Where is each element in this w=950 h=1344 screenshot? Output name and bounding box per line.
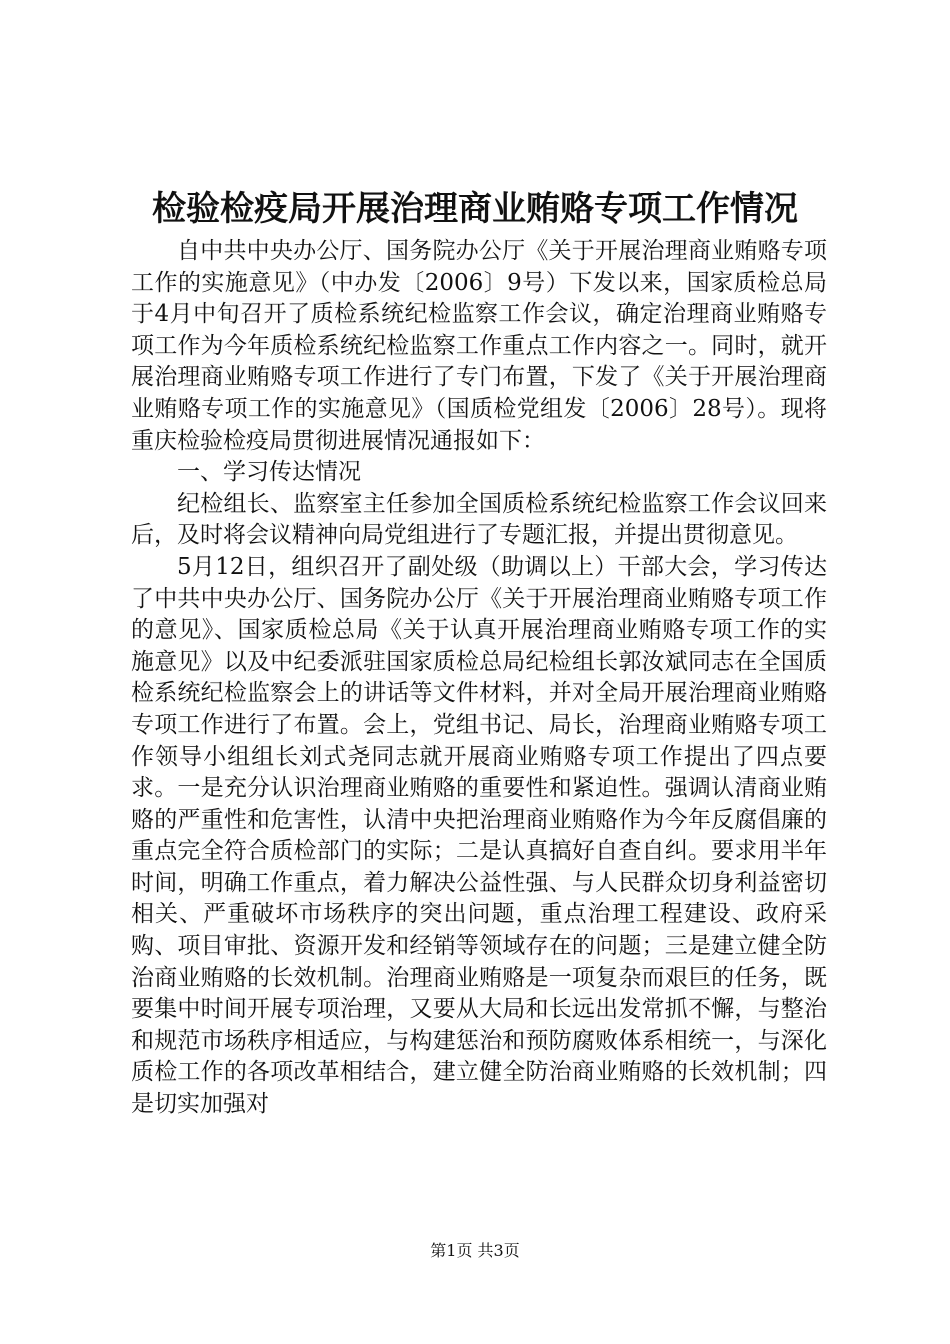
page-footer: 第1页 共3页 [430, 1241, 520, 1260]
paragraph-intro: 自中共中央办公厅、国务院办公厅《关于开展治理商业贿赂专项工作的实施意见》（中办发〔2006〕9号）下发以来，国家质检总局于4月中旬召开了质检系统纪检监察工作会议，确定治理商业贿赂专项工作为今年质检系统纪检监察工作重点工作内容之一。同时，就开展治理商业贿赂专项工作进行了专门布置，下发了《关于开展治理商业贿赂专项工作的实施意见》（国质检党组发〔2006〕28号）。现将重庆检验检疫局贯彻进展情况通报如下： [131, 238, 827, 454]
document-body [131, 236, 827, 1121]
paragraph-report: 纪检组长、监察室主任参加全国质检系统纪检监察工作会议回来后，及时将会议精神向局党组进行了专题汇报，并提出贯彻意见。 [131, 490, 827, 549]
section-heading-study: 一、学习传达情况 [177, 459, 361, 486]
document-title: 检验检疫局开展治理商业贿赂专项工作情况 [152, 189, 798, 229]
paragraph-meeting: 5月12日，组织召开了副处级（助调以上）干部大会，学习传达了中共中央办公厅、国务院办公厅《关于开展治理商业贿赂专项工作的意见》、国家质检总局《关于认真开展治理商业贿赂专项工作的实施意见》以及中纪委派驻国家质检总局纪检组长郭汝斌同志在全国质检系统纪检监察会上的讲话等文件材料，并对全局开展治理商业贿赂专项工作进行了布置。会上，党组书记、局长，治理商业贿赂专项工作领导小组组长刘式尧同志就开展商业贿赂专项工作提出了四点要求。一是充分认识治理商业贿赂的重要性和紧迫性。强调认清商业贿赂的严重性和危害性，认清中央把治理商业贿赂作为今年反腐倡廉的重点完全符合质检部门的实际；二是认真搞好自查自纠。要求用半年时间，明确工作重点，着力解决公益性强、与人民群众切身利益密切相关、严重破坏市场秩序的突出问题，重点治理工程建设、政府采购、项目审批、资源开发和经销等领域存在的问题；三是建立健全防治商业贿赂的长效机制。治理商业贿赂是一项复杂而艰巨的任务，既要集中时间开展专项治理，又要从大局和长远出发常抓不懈，与整治和规范市场秩序相适应，与构建惩治和预防腐败体系相统一，与深化质检工作的各项改革相结合，建立健全防治商业贿赂的长效机制；四是切实加强对 [131, 553, 827, 1118]
